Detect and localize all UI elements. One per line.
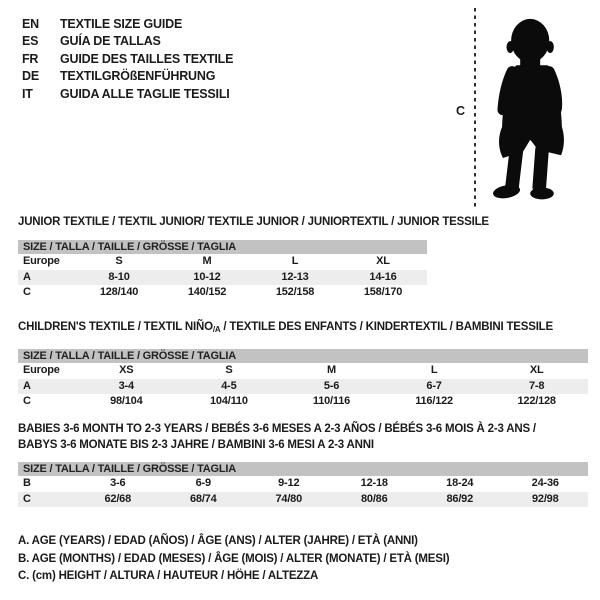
row-label: Europe [23,364,60,376]
title-part: / TEXTILE DES ENFANTS / KINDERTEXTIL / BAMBINI TESSILE [220,321,553,333]
title-line: BABYS 3-6 MONATE BIS 2-3 JAHRE / BAMBINI 3-6 MESI A 2-3 ANNI [18,439,374,451]
size-table-children [18,349,588,410]
table-header-bar: SIZE / TALLA / TAILLE / GRÖSSE / TAGLIA [18,240,427,254]
cell-value: 86/92 [446,492,474,505]
cell-value: 3-4 [118,379,134,392]
cell-value: 62/68 [104,492,132,505]
size-table-babies [18,462,588,507]
language-row [22,33,233,50]
table-row [18,363,588,379]
cell-value: 5-6 [323,379,340,392]
cell-value: 68/74 [189,492,217,505]
language-list [22,16,233,103]
table-row [18,492,588,508]
legend-line-c: C. (cm) HEIGHT / ALTURA / HAUTEUR / HÖHE / ALTEZZA [18,570,319,582]
cell-value: 4-5 [221,379,237,392]
language-title: TEXTILGRÖßENFÜHRUNG [60,69,216,84]
cell-value: 18-24 [446,477,474,489]
cell-value: L [291,255,299,267]
cell-value: 104/110 [210,395,248,407]
legend [18,533,449,586]
cell-value: 122/128 [517,395,556,407]
cell-value: 9-12 [278,477,300,489]
cell-value: 74/80 [275,492,303,505]
cell-value: 12-18 [360,477,388,489]
toddler-silhouette [482,8,582,208]
section-title-junior: JUNIOR TEXTILE / TEXTIL JUNIOR/ TEXTILE JUNIOR / JUNIORTEXTIL / JUNIOR TESSILE [18,216,489,228]
row-label: B [23,477,31,489]
cell-value: 98/104 [110,395,143,407]
cell-value: L [430,364,438,376]
cell-value: XS [119,364,134,376]
table-row [18,285,427,301]
language-code: FR [22,51,39,66]
language-title: GUIDE DES TAILLES TEXTILE [60,51,234,66]
table-row [18,379,588,395]
language-row [22,51,233,68]
title-line: BABIES 3-6 MONTH TO 2-3 YEARS / BEBÉS 3-6 MESES A 2-3 AÑOS / BÉBÉS 3-6 MOIS À 2-3 ANS / [18,423,536,435]
row-label: C [23,492,31,505]
row-label: C [23,395,31,407]
language-row [22,68,233,85]
cell-value: M [327,364,336,376]
row-label: Europe [23,255,60,267]
title-part: CHILDREN'S TEXTILE / TEXTIL NIÑO [18,321,213,333]
cell-value: 6-7 [426,379,442,392]
cell-value: 6-9 [195,477,211,489]
cell-value: 24-36 [531,477,559,489]
cell-value: 116/122 [415,395,453,407]
table-row [18,476,588,492]
table-header-bar: SIZE / TALLA / TAILLE / GRÖSSE / TAGLIA [18,349,588,363]
cell-value: 8-10 [108,270,130,283]
cell-value: S [115,255,123,267]
cell-value: 7-8 [529,379,545,392]
cell-value: XL [529,364,544,376]
language-row [22,86,233,103]
language-code: ES [22,34,39,49]
title-subscript: /A [212,325,221,334]
cell-value: 14-16 [369,270,397,283]
cell-value: XL [376,255,390,267]
section-title-children [18,319,553,338]
cell-value: 3-6 [110,477,126,489]
row-label: A [23,379,31,392]
height-label-c: C [456,104,465,118]
size-table-junior [18,240,427,301]
cell-value: M [202,255,212,267]
table-row [18,270,427,286]
row-label: C [23,286,31,298]
language-code: DE [22,69,39,84]
table-row [18,254,427,270]
legend-line-a: A. AGE (YEARS) / EDAD (AÑOS) / ÂGE (ANS) / ALTER (JAHRE) / ETÀ (ANNI) [18,535,418,547]
section-title-babies [18,421,536,453]
height-dashed-line [474,8,476,210]
language-code: EN [22,17,39,31]
cell-value: 110/116 [312,395,351,407]
cell-value: 140/152 [187,286,227,298]
cell-value: 158/170 [363,286,403,298]
cell-value: 128/140 [99,286,139,298]
row-label: A [23,270,31,283]
cell-value: 80/86 [360,492,388,505]
language-row [22,16,233,33]
language-title: GUIDA ALLE TAGLIE TESSILI [60,86,230,101]
legend-line-b: B. AGE (MONTHS) / EDAD (MESES) / ÂGE (MOIS) / ALTER (MONATE) / ETÀ (MESI) [18,552,450,565]
cell-value: 10-12 [193,270,221,283]
cell-value: 152/158 [275,286,315,298]
language-code: IT [22,86,33,101]
cell-value: 12-13 [281,270,309,283]
table-row [18,394,588,410]
cell-value: 92/98 [531,492,559,505]
table-header-bar: SIZE / TALLA / TAILLE / GRÖSSE / TAGLIA [18,462,588,476]
cell-value: S [225,364,233,376]
language-title: TEXTILE SIZE GUIDE [60,17,183,31]
language-title: GUÍA DE TALLAS [60,34,161,49]
